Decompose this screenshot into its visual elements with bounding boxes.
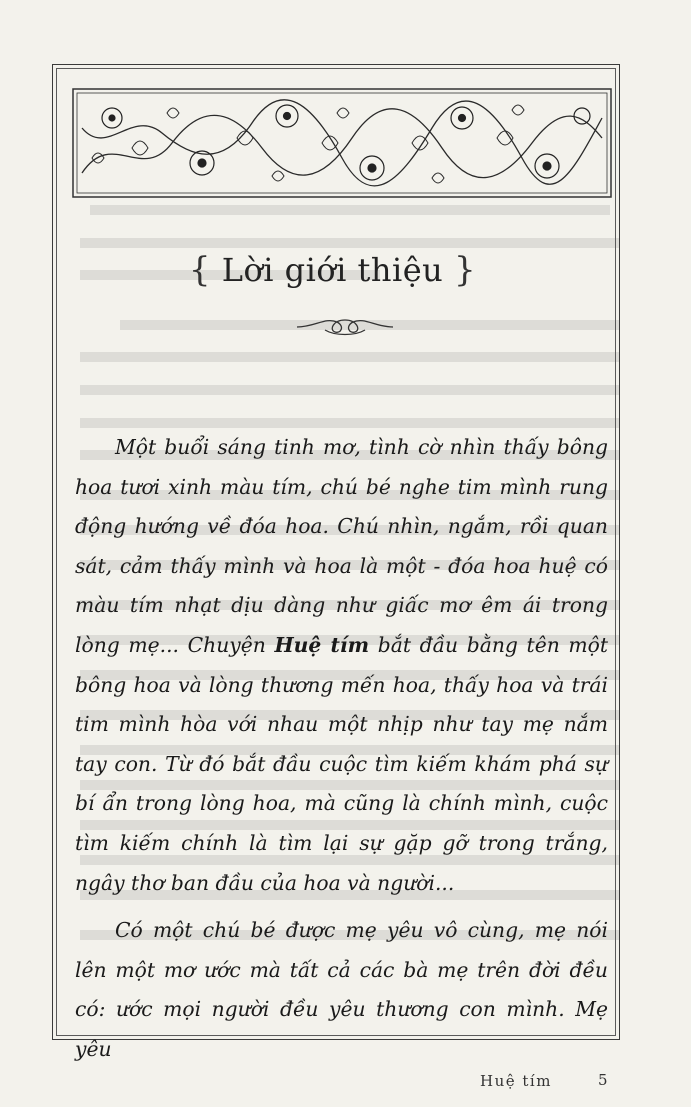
- open-brace: {: [188, 250, 212, 290]
- paragraph-1: Một buổi sáng tinh mơ, tình cờ nhìn thấy bông hoa tươi xinh màu tím, chú bé nghe tim mình rung động hướng về đóa hoa. Chú nhìn, ngắm, rồi quan sát, cảm thấy mình và hoa là một - đóa hoa huệ có màu tím nhạt dịu dàng như giấc mơ êm ái trong lòng mẹ... Chuyện Huệ tím bắt đầu bằng tên một bông hoa và lòng thương mến hoa, thấy hoa và trái tim mình hòa với nhau một nhịp như tay mẹ nắm tay con. Từ đó bắt đầu cuộc tìm kiếm khám phá sự bí ẩn trong lòng hoa, mà cũng là chính mình, cuộc tìm kiếm chính là tìm lại sự gặp gỡ trong trắng, ngây thơ ban đầu của hoa và người...: [75, 435, 609, 895]
- page-title: [0, 250, 665, 290]
- book-title-inline: Huệ tím: [274, 632, 370, 657]
- page-number: 5: [598, 1071, 608, 1089]
- title-text: Lời giới thiệu: [221, 251, 444, 289]
- floral-ornament-banner: [72, 88, 612, 198]
- close-brace: }: [453, 250, 477, 290]
- introduction-body: [75, 428, 608, 1070]
- paragraph-2: Có một chú bé được mẹ yêu vô cùng, mẹ nói lên một mơ ước mà tất cả các bà mẹ trên đời đều có: ước mọi người đều yêu thương con mình. Mẹ yêu: [75, 918, 608, 1061]
- flourish-divider-icon: [295, 312, 395, 342]
- running-footer-title: Huệ tím: [480, 1072, 552, 1090]
